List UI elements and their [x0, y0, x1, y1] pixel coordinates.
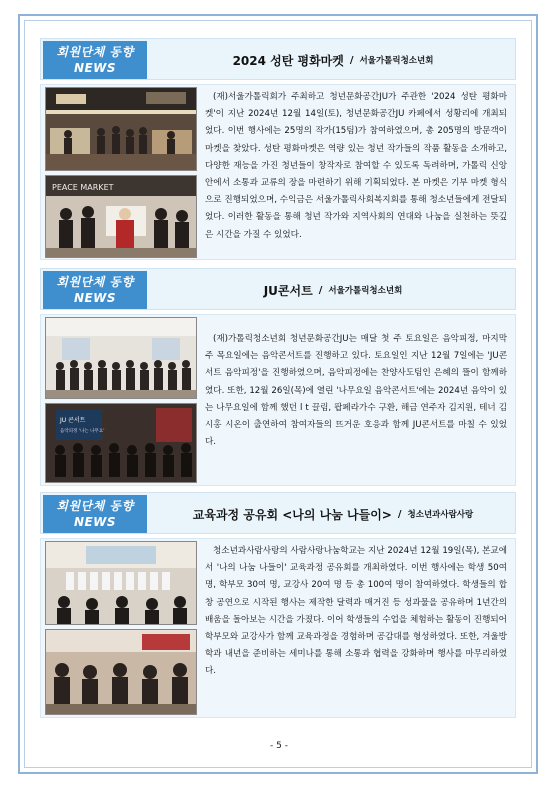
section-header: [40, 268, 516, 310]
concert-photo-stage: [45, 403, 197, 483]
section-body-text: (재)가톨릭청소년회 청년문화공간JU는 매달 첫 주 토요일은 음악피정, 마지막 주 목요일에는 음악콘서트를 진행하고 있다. 토요일인 지난 12월 7일에는 'JU콘서트 음악피정'을 진행하였으며, 음악피정에는 찬양사도팀인 은혜의 뜰이 함께하였다. 또한, 12월 26일(목)에 열린 '나무요일 음악콘서트'에는 2024년 음악이 있는 나무요일에 함께 했던 l t 끌림, 팝페라가수 구환, 해금 연주자 김지원, 테너 김시홍 시온이 출연하여 참여자들의 뜨거운 호응과 함께 JU콘서트를 마칠 수 있었다.: [205, 334, 507, 448]
section-body: [40, 314, 516, 486]
organization-name: 청소년과사람사랑: [407, 510, 474, 520]
badge-label: 회원단체 동향: [56, 45, 134, 59]
news-badge: [43, 495, 147, 533]
news-section-1: [40, 38, 516, 260]
title-separator: /: [318, 284, 323, 296]
news-badge: [43, 41, 147, 79]
section-title: 교육과정 공유회 <나의 나눔 나들이>: [192, 507, 392, 522]
section-title-row: [159, 269, 507, 311]
organization-name: 서울가톨릭청소년회: [328, 286, 403, 296]
section-body: [40, 538, 516, 718]
news-badge: [43, 271, 147, 309]
svg-text:PEACE MARKET: PEACE MARKET: [52, 183, 114, 192]
section-title: 2024 성탄 평화마켓: [232, 53, 344, 68]
concert-photo-group: [45, 317, 197, 399]
section-header: [40, 492, 516, 534]
section-title: JU콘서트: [263, 283, 313, 298]
school-photo-choir: [45, 541, 197, 625]
page-number: - 5 -: [270, 741, 288, 751]
title-separator: /: [349, 54, 354, 66]
badge-news-label: NEWS: [73, 515, 117, 529]
section-header: [40, 38, 516, 80]
section-body-text: (재)서울가톨릭회가 주최하고 청년문화공간JU가 주관한 '2024 성탄 평화마켓'이 지난 2024년 12월 14일(토), 청년문화공간JU 카페에서 성황리에 개최되었다. 이번 행사에는 25명의 작가(15팀)가 참여하였으며, 총 205명의 방문객이 마켓을 찾았다. 성탄 평화마켓은 역량 있는 청년 작가들의 작품 활동을 소개하고, 다양한 재능을 가진 청년들이 창작자로 참여할 수 있도록 독려하며, 가톨릭 신앙 안에서 소통과 교류의 장을 마련하기 위해 기획되었다. 본 마켓은 기부 마켓 형식으로 진행되었으며, 수익금은 서울가톨릭사회복지회를 통해 청소년들에게 전달되었다. 이러한 활동을 통해 청년 작가와 지역사회의 연대와 나눔을 실천하는 뜻깊은 시간을 가질 수 있었다.: [205, 92, 507, 240]
badge-label: 회원단체 동향: [56, 499, 134, 513]
section-body-text: 청소년과사람사랑의 사람사랑나눔학교는 지난 2024년 12월 19일(목), 본교에서 '나의 나눔 나들이' 교육과정 공유회를 개최하였다. 이번 행사에는 학생 50여 명, 학부모 30여 명, 교강사 20여 명 등 총 100여 명이 참여하였다. 학생들의 합창 공연으로 시작된 행사는 제작한 달력과 매거진 등 성과물을 공유하며 1년간의 배움을 돌아보는 시간을 가졌다. 이어 학생들의 수업을 체험하는 활동이 진행되어 학부모와 교강사가 함께 교육과정을 경험하며 공감대를 형성하였다. 또한, 겨울방학과 내년을 준비하는 세미나를 통해 소통과 협력을 강화하며 행사를 마무리하였다.: [205, 546, 507, 677]
section-title-row: [159, 39, 507, 81]
news-section-3: [40, 492, 516, 718]
organization-name: 서울가톨릭청소년회: [359, 56, 434, 66]
section-title-row: [159, 493, 507, 535]
event-photo-market-booths: [45, 175, 197, 258]
news-section-2: [40, 268, 516, 486]
school-photo-classroom: [45, 629, 197, 715]
badge-news-label: NEWS: [73, 291, 117, 305]
title-separator: /: [397, 508, 402, 520]
photo-sign-line-2: 음악피정 '나는 나무요': [60, 429, 105, 434]
event-photo-market-hall: [45, 87, 197, 171]
badge-label: 회원단체 동향: [56, 275, 134, 289]
section-body: [40, 84, 516, 260]
badge-news-label: NEWS: [73, 61, 117, 75]
photo-sign-line-1: JU 콘서트: [60, 417, 86, 424]
